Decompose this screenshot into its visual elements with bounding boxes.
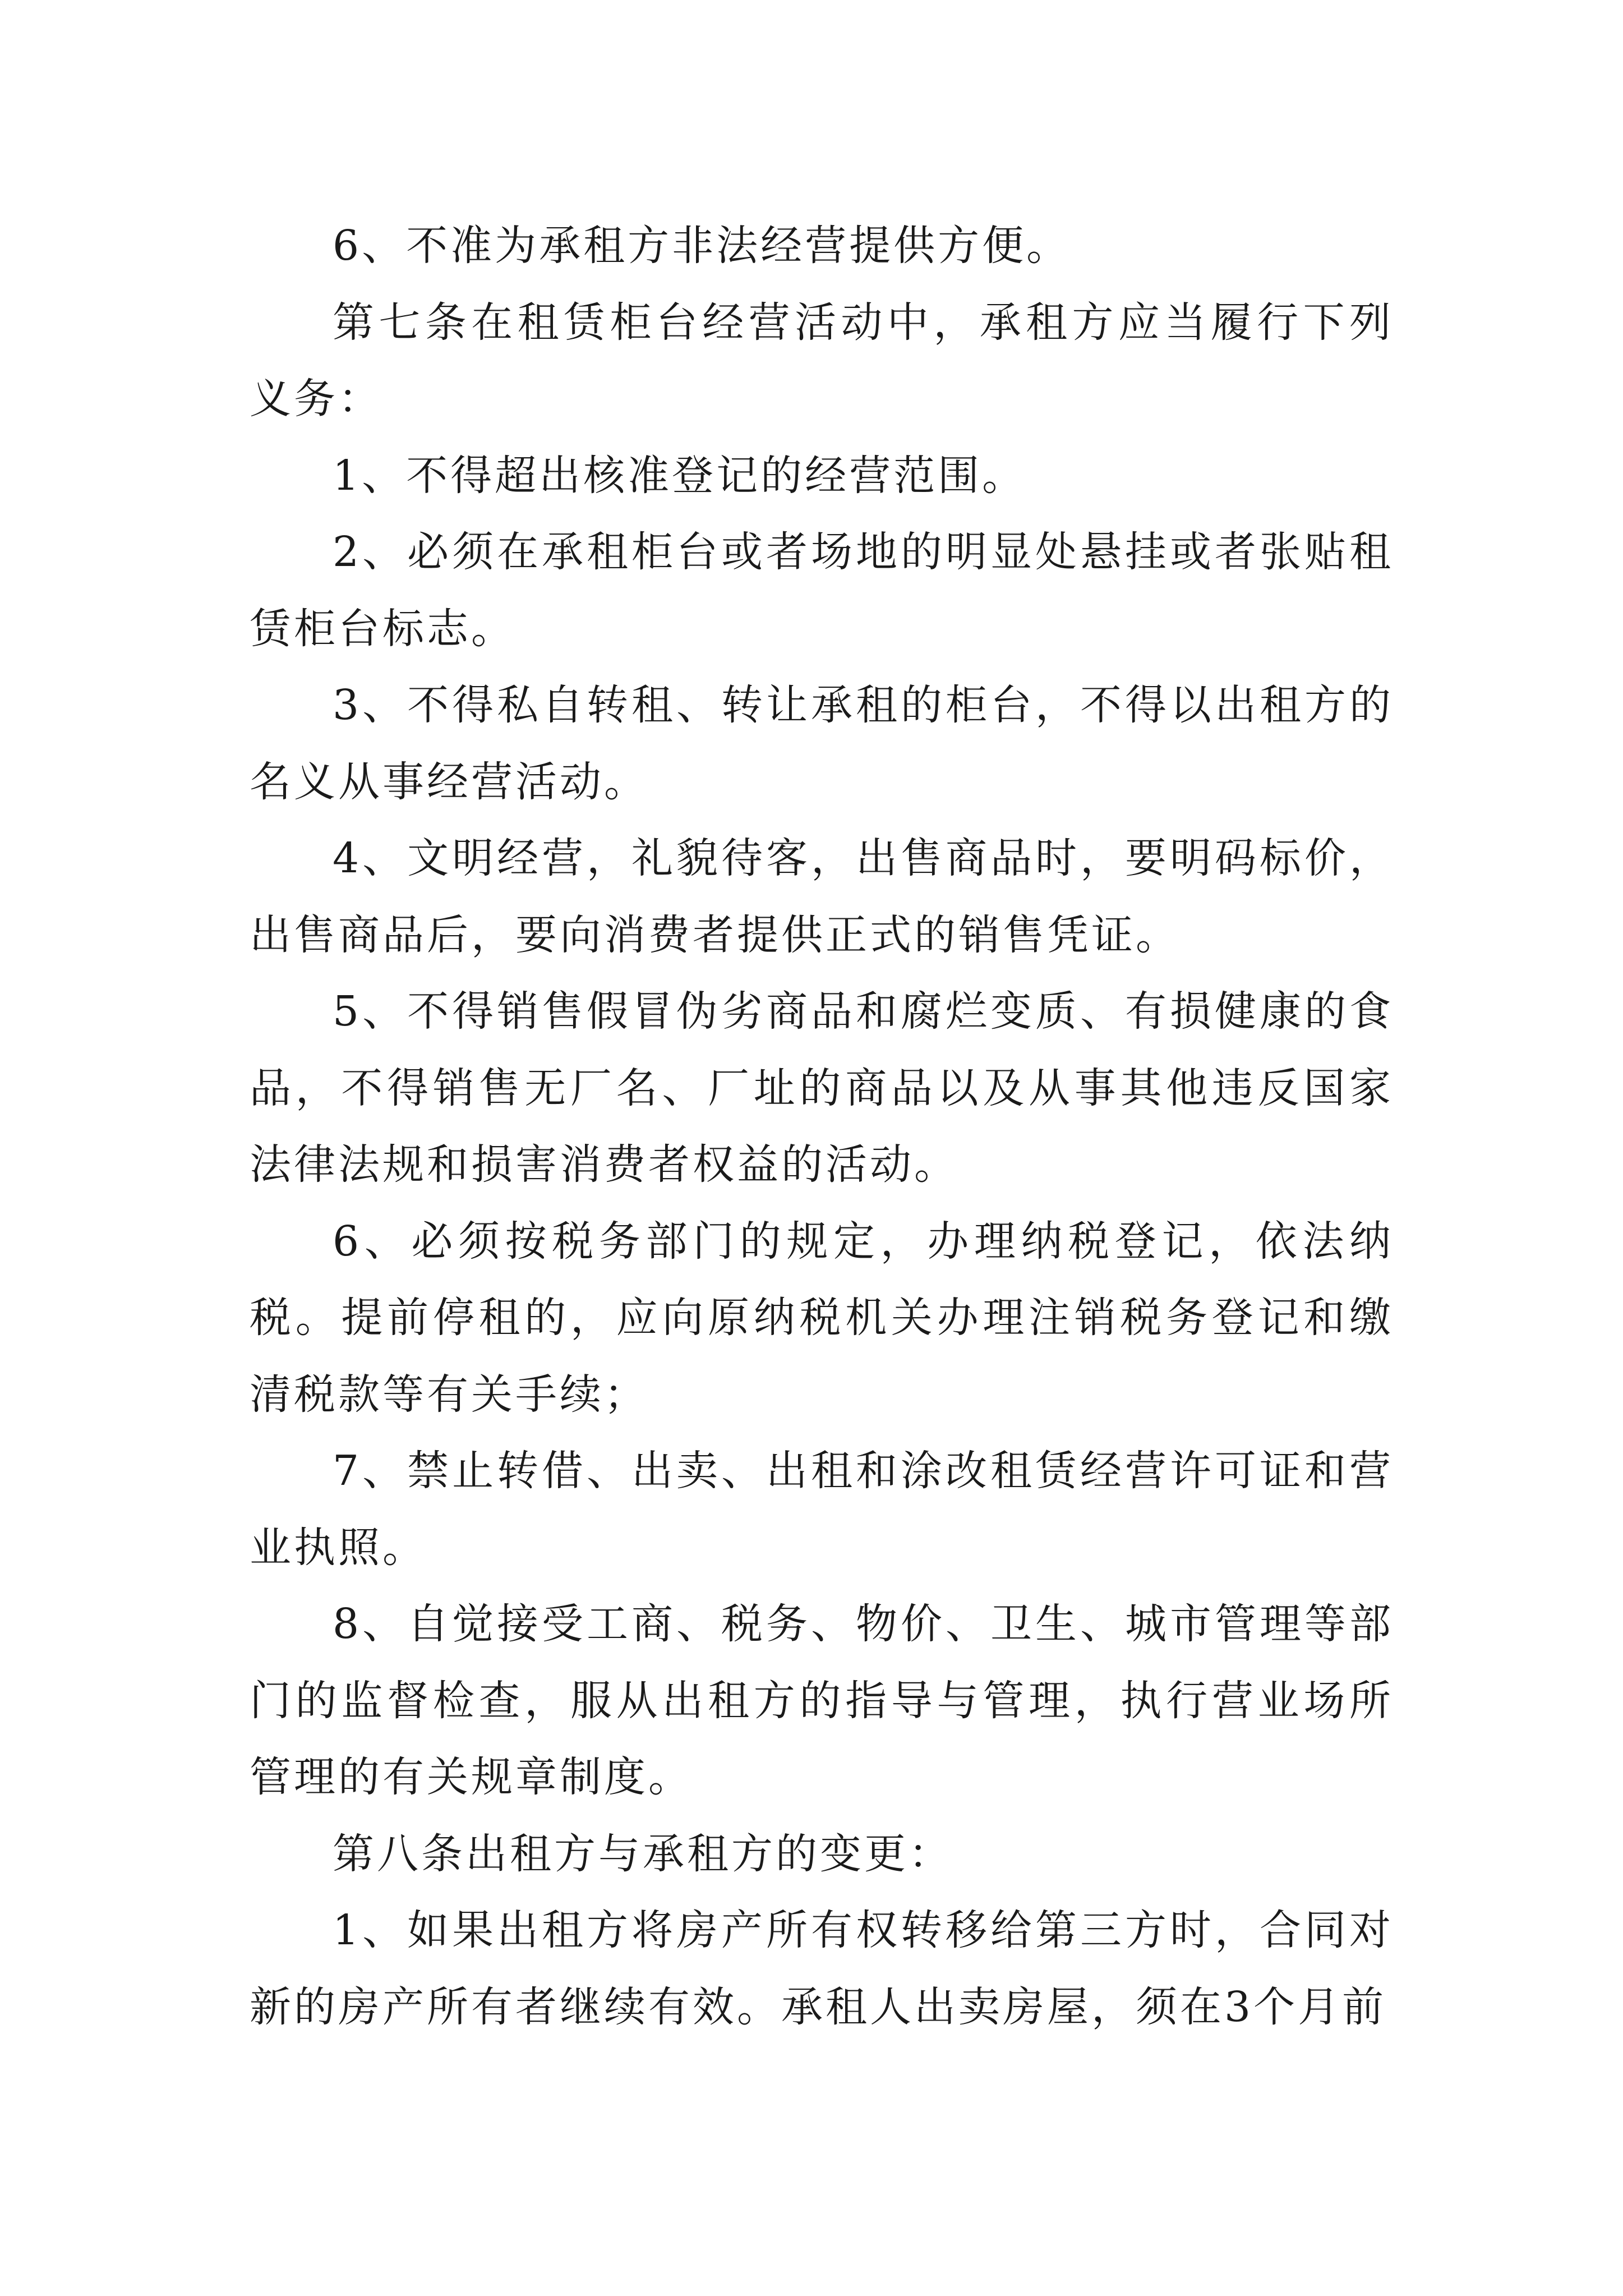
document-body <box>250 208 1394 2045</box>
paragraph-obligation-3: 3、不得私自转租、转让承租的柜台，不得以出租方的名义从事经营活动。 <box>250 681 1394 806</box>
paragraph-article-7-heading: 第七条在租赁柜台经营活动中，承租方应当履行下列义务： <box>250 298 1394 423</box>
paragraph-obligation-6: 6、必须按税务部门的规定，办理纳税登记，依法纳税。提前停租的，应向原纳税机关办理注销税务登记和缴清税款等有关手续； <box>250 1217 1394 1419</box>
paragraph-obligation-2: 2、必须在承租柜台或者场地的明显处悬挂或者张贴租赁柜台标志。 <box>250 528 1394 653</box>
paragraph-clause-6-no-illegal-help: 6、不准为承租方非法经营提供方便。 <box>333 222 1071 270</box>
paragraph-obligation-5: 5、不得销售假冒伪劣商品和腐烂变质、有损健康的食品，不得销售无厂名、厂址的商品以及从事其他违反国家法律法规和损害消费者权益的活动。 <box>250 987 1394 1189</box>
paragraph-obligation-4: 4、文明经营，礼貌待客，出售商品时，要明码标价，出售商品后，要向消费者提供正式的销售凭证。 <box>250 834 1394 959</box>
paragraph-change-1: 1、如果出租方将房产所有权转移给第三方时，合同对新的房产所有者继续有效。承租人出卖房屋，须在3个月前 <box>250 1906 1394 2031</box>
paragraph-article-8-heading: 第八条出租方与承租方的变更： <box>333 1829 953 1878</box>
paragraph-obligation-1: 1、不得超出核准登记的经营范围。 <box>333 451 1027 500</box>
paragraph-obligation-7: 7、禁止转借、出卖、出租和涂改租赁经营许可证和营业执照。 <box>250 1447 1394 1572</box>
paragraph-obligation-8: 8、自觉接受工商、税务、物价、卫生、城市管理等部门的监督检查，服从出租方的指导与管理，执行营业场所管理的有关规章制度。 <box>250 1600 1394 1801</box>
